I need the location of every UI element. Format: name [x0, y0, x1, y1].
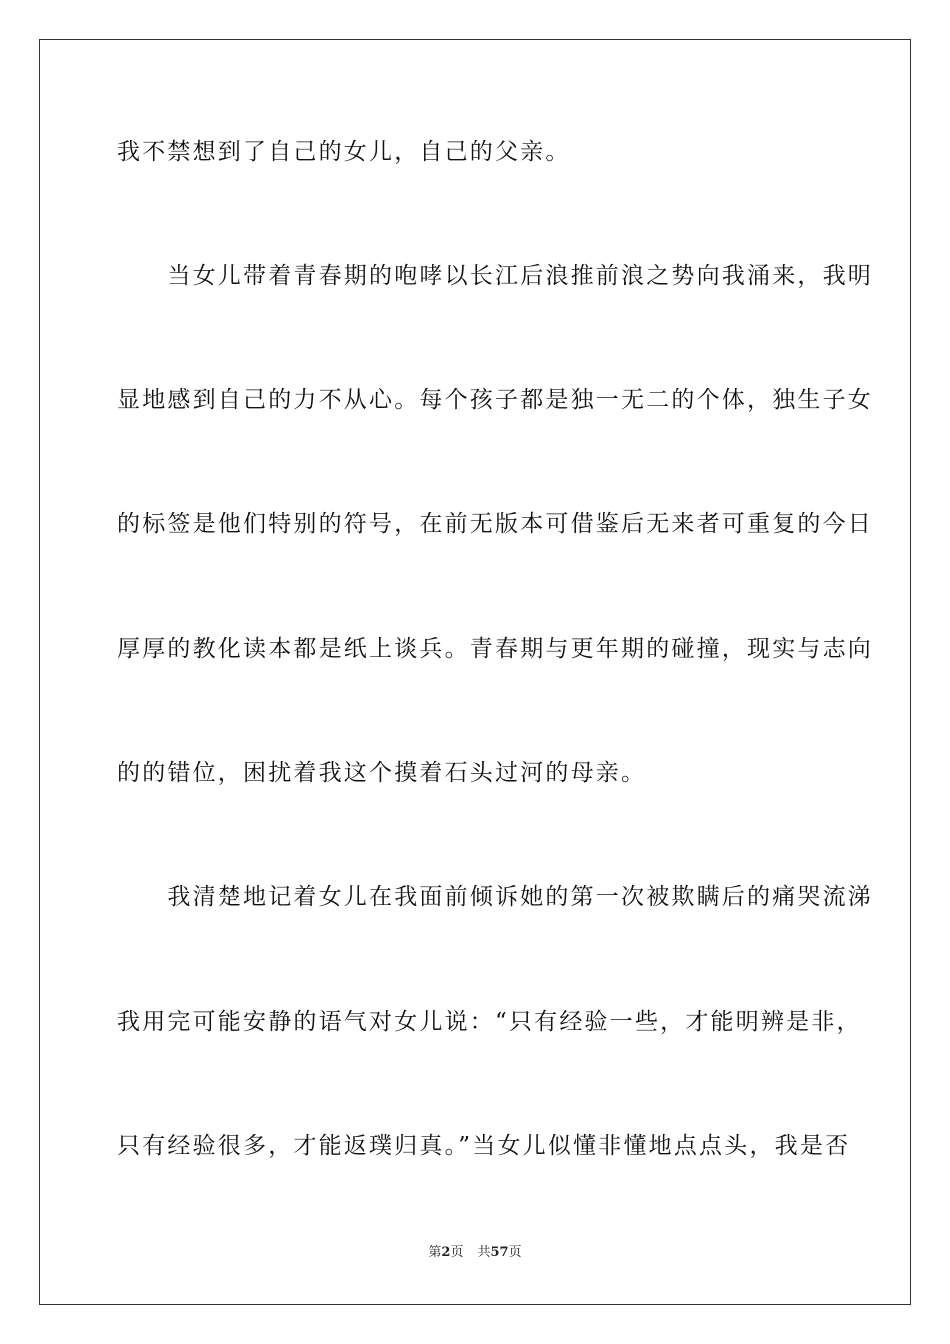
text-line: 显地感到自己的力不从心。每个孩子都是独一无二的个体，独生子女: [117, 387, 873, 413]
total-pages: 57: [490, 1245, 509, 1260]
page-prefix: 第: [428, 1245, 442, 1260]
page-border: [39, 39, 911, 1305]
page-footer: [0, 1244, 950, 1262]
text-line: 的标签是他们特别的符号，在前无版本可借鉴后无来者可重复的今日: [117, 511, 873, 537]
text-line: 我用完可能安静的语气对女儿说：“只有经验一些，才能明辨是非，: [117, 1009, 862, 1035]
page-suffix: 页: [450, 1245, 464, 1260]
total-suffix: 页: [508, 1245, 522, 1260]
total-prefix: 共: [477, 1245, 491, 1260]
text-line: 我清楚地记着女儿在我面前倾诉她的第一次被欺瞒后的痛哭流涕: [117, 884, 873, 910]
text-line: 厚厚的教化读本都是纸上谈兵。青春期与更年期的碰撞，现实与志向: [117, 636, 873, 662]
text-line: 我不禁想到了自己的女儿，自己的父亲。: [117, 139, 571, 165]
page-number: 2: [441, 1245, 451, 1260]
text-line: 只有经验很多，才能返璞归真。”当女儿似懂非懂地点点头，我是否: [117, 1133, 851, 1159]
text-line: 的的错位，困扰着我这个摸着石头过河的母亲。: [117, 760, 647, 786]
text-line: 当女儿带着青春期的咆哮以长江后浪推前浪之势向我涌来，我明: [117, 263, 873, 289]
